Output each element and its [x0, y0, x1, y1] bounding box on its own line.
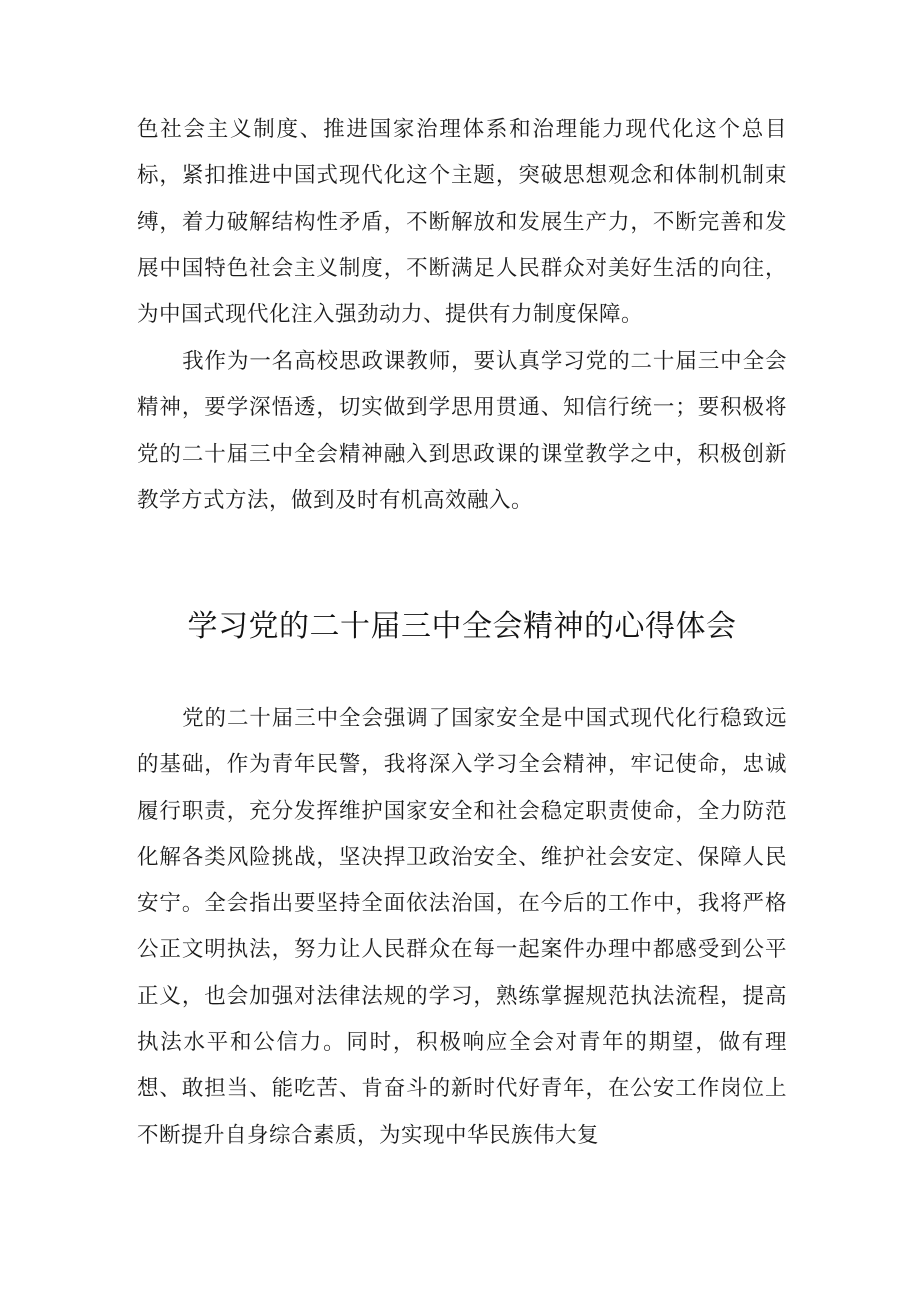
body-paragraph: 党的二十届三中全会强调了国家安全是中国式现代化行稳致远的基础，作为青年民警，我将深入学习全会精神，牢记使命，忠诚履行职责，充分发挥维护国家安全和社会稳定职责使命，全力防范化解各类风险挑战，坚决捍卫政治安全、维护社会安定、保障人民安宁。全会指出要坚持全面依法治国，在今后的工作中，我将严格公正文明执法，努力让人民群众在每一起案件办理中都感受到公平正义，也会加强对法律法规的学习，熟练掌握规范执法流程，提高执法水平和公信力。同时，积极响应全会对青年的期望，做有理想、敢担当、能吃苦、肯奋斗的新时代好青年，在公安工作岗位上不断提升自身综合素质，为实现中华民族伟大复	[137, 706, 787, 1148]
body-paragraph: 色社会主义制度、推进国家治理体系和治理能力现代化这个总目标，紧扣推进中国式现代化这个主题，突破思想观念和体制机制束缚，着力破解结构性矛盾，不断解放和发展生产力，不断完善和发展中国特色社会主义制度，不断满足人民群众对美好生活的向往，为中国式现代化注入强劲动力、提供有力制度保障。	[137, 117, 787, 328]
body-paragraph: 我作为一名高校思政课教师，要认真学习党的二十届三中全会精神，要学深悟透，切实做到学思用贯通、知信行统一；要积极将党的二十届三中全会精神融入到思政课的课堂教学之中，积极创新教学方式方法，做到及时有机高效融入。	[137, 349, 787, 513]
section-heading: 学习党的二十届三中全会精神的心得体会	[187, 609, 737, 644]
